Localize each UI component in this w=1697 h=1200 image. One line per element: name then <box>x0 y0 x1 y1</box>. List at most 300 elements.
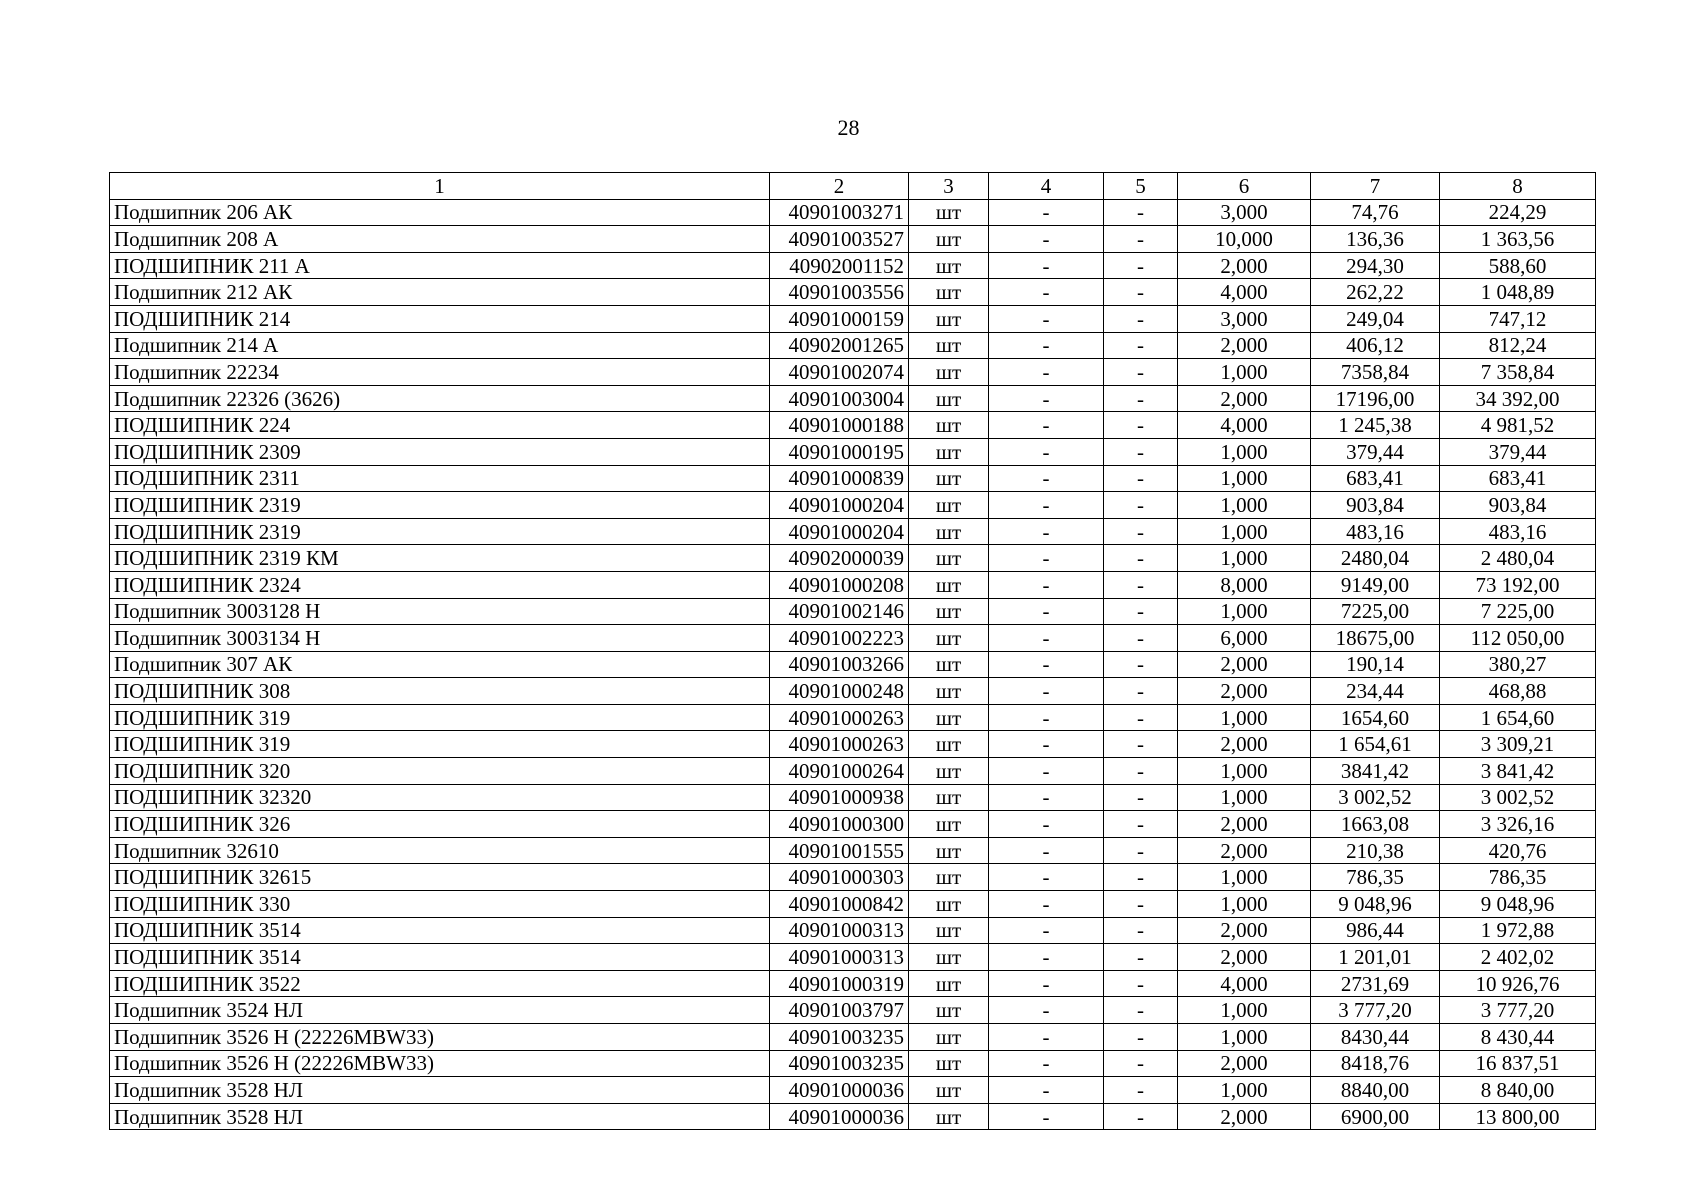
price-cell: 2480,04 <box>1311 545 1440 572</box>
price-cell: 249,04 <box>1311 305 1440 332</box>
col-4-value-cell: - <box>989 492 1104 519</box>
item-code-cell: 40901003556 <box>770 279 909 306</box>
col-5-value-cell: - <box>1104 279 1178 306</box>
sum-cell: 747,12 <box>1440 305 1596 332</box>
item-code-cell: 40901000036 <box>770 1103 909 1130</box>
item-name-cell: Подшипник 22234 <box>110 359 770 386</box>
table-row <box>110 678 1596 705</box>
sum-cell: 3 326,16 <box>1440 811 1596 838</box>
price-cell: 262,22 <box>1311 279 1440 306</box>
item-name-cell: ПОДШИПНИК 330 <box>110 891 770 918</box>
item-code-cell: 40901001555 <box>770 837 909 864</box>
item-name-cell: ПОДШИПНИК 2309 <box>110 438 770 465</box>
unit-cell: шт <box>909 252 989 279</box>
table-row <box>110 492 1596 519</box>
item-code-cell: 40901003004 <box>770 385 909 412</box>
item-code-cell: 40901000842 <box>770 891 909 918</box>
sum-cell: 468,88 <box>1440 678 1596 705</box>
item-name-cell: ПОДШИПНИК 2324 <box>110 571 770 598</box>
item-name-cell: ПОДШИПНИК 224 <box>110 412 770 439</box>
sum-cell: 683,41 <box>1440 465 1596 492</box>
sum-cell: 483,16 <box>1440 518 1596 545</box>
col-4-value-cell: - <box>989 385 1104 412</box>
item-code-cell: 40901000313 <box>770 917 909 944</box>
item-code-cell: 40901000263 <box>770 731 909 758</box>
col-5-value-cell: - <box>1104 917 1178 944</box>
unit-cell: шт <box>909 199 989 226</box>
col-5-value-cell: - <box>1104 811 1178 838</box>
quantity-cell: 2,000 <box>1178 917 1311 944</box>
quantity-cell: 1,000 <box>1178 545 1311 572</box>
quantity-cell: 1,000 <box>1178 997 1311 1024</box>
quantity-cell: 3,000 <box>1178 305 1311 332</box>
sum-cell: 3 841,42 <box>1440 758 1596 785</box>
unit-cell: шт <box>909 758 989 785</box>
item-name-cell: ПОДШИПНИК 2319 <box>110 518 770 545</box>
table-row <box>110 226 1596 253</box>
col-4-value-cell: - <box>989 545 1104 572</box>
unit-cell: шт <box>909 412 989 439</box>
sum-cell: 2 402,02 <box>1440 944 1596 971</box>
col-4-value-cell: - <box>989 784 1104 811</box>
quantity-cell: 2,000 <box>1178 837 1311 864</box>
col-4-value-cell: - <box>989 199 1104 226</box>
sum-cell: 1 048,89 <box>1440 279 1596 306</box>
table-row <box>110 731 1596 758</box>
unit-cell: шт <box>909 704 989 731</box>
item-name-cell: Подшипник 206 АК <box>110 199 770 226</box>
table-row <box>110 518 1596 545</box>
col-5-value-cell: - <box>1104 332 1178 359</box>
item-code-cell: 40901002146 <box>770 598 909 625</box>
col-5-value-cell: - <box>1104 1050 1178 1077</box>
col-5-value-cell: - <box>1104 492 1178 519</box>
col-5-value-cell: - <box>1104 1077 1178 1104</box>
unit-cell: шт <box>909 731 989 758</box>
price-cell: 8430,44 <box>1311 1024 1440 1051</box>
item-name-cell: ПОДШИПНИК 32615 <box>110 864 770 891</box>
unit-cell: шт <box>909 864 989 891</box>
quantity-cell: 1,000 <box>1178 758 1311 785</box>
price-cell: 986,44 <box>1311 917 1440 944</box>
quantity-cell: 3,000 <box>1178 199 1311 226</box>
table-row <box>110 385 1596 412</box>
unit-cell: шт <box>909 997 989 1024</box>
col-4-value-cell: - <box>989 944 1104 971</box>
col-5-value-cell: - <box>1104 385 1178 412</box>
item-name-cell: ПОДШИПНИК 319 <box>110 731 770 758</box>
table-row <box>110 412 1596 439</box>
inventory-table <box>109 172 1596 1130</box>
sum-cell: 1 972,88 <box>1440 917 1596 944</box>
col-5-value-cell: - <box>1104 970 1178 997</box>
quantity-cell: 1,000 <box>1178 1024 1311 1051</box>
sum-cell: 3 002,52 <box>1440 784 1596 811</box>
sum-cell: 112 050,00 <box>1440 625 1596 652</box>
sum-cell: 420,76 <box>1440 837 1596 864</box>
quantity-cell: 8,000 <box>1178 571 1311 598</box>
item-code-cell: 40901000839 <box>770 465 909 492</box>
quantity-cell: 1,000 <box>1178 891 1311 918</box>
col-5-value-cell: - <box>1104 891 1178 918</box>
column-header-4: 4 <box>989 173 1104 200</box>
col-5-value-cell: - <box>1104 944 1178 971</box>
unit-cell: шт <box>909 279 989 306</box>
item-name-cell: Подшипник 3524 НЛ <box>110 997 770 1024</box>
col-5-value-cell: - <box>1104 731 1178 758</box>
col-4-value-cell: - <box>989 704 1104 731</box>
price-cell: 8418,76 <box>1311 1050 1440 1077</box>
col-4-value-cell: - <box>989 412 1104 439</box>
table-row <box>110 811 1596 838</box>
quantity-cell: 1,000 <box>1178 1077 1311 1104</box>
price-cell: 136,36 <box>1311 226 1440 253</box>
unit-cell: шт <box>909 465 989 492</box>
col-5-value-cell: - <box>1104 864 1178 891</box>
col-4-value-cell: - <box>989 917 1104 944</box>
col-4-value-cell: - <box>989 1050 1104 1077</box>
item-name-cell: Подшипник 32610 <box>110 837 770 864</box>
quantity-cell: 10,000 <box>1178 226 1311 253</box>
sum-cell: 16 837,51 <box>1440 1050 1596 1077</box>
item-name-cell: Подшипник 22326 (3626) <box>110 385 770 412</box>
table-row <box>110 625 1596 652</box>
unit-cell: шт <box>909 970 989 997</box>
item-name-cell: ПОДШИПНИК 3514 <box>110 944 770 971</box>
col-5-value-cell: - <box>1104 412 1178 439</box>
unit-cell: шт <box>909 917 989 944</box>
item-code-cell: 40901000303 <box>770 864 909 891</box>
sum-cell: 34 392,00 <box>1440 385 1596 412</box>
unit-cell: шт <box>909 784 989 811</box>
table-row <box>110 1050 1596 1077</box>
item-code-cell: 40901000036 <box>770 1077 909 1104</box>
col-4-value-cell: - <box>989 678 1104 705</box>
unit-cell: шт <box>909 598 989 625</box>
item-code-cell: 40901003235 <box>770 1050 909 1077</box>
col-5-value-cell: - <box>1104 226 1178 253</box>
col-5-value-cell: - <box>1104 359 1178 386</box>
quantity-cell: 1,000 <box>1178 359 1311 386</box>
quantity-cell: 4,000 <box>1178 412 1311 439</box>
item-name-cell: Подшипник 3526 Н (22226MBW33) <box>110 1024 770 1051</box>
price-cell: 8840,00 <box>1311 1077 1440 1104</box>
col-4-value-cell: - <box>989 837 1104 864</box>
unit-cell: шт <box>909 226 989 253</box>
table-row <box>110 1024 1596 1051</box>
price-cell: 7225,00 <box>1311 598 1440 625</box>
item-code-cell: 40901000208 <box>770 571 909 598</box>
unit-cell: шт <box>909 1024 989 1051</box>
quantity-cell: 1,000 <box>1178 784 1311 811</box>
price-cell: 18675,00 <box>1311 625 1440 652</box>
item-code-cell: 40901003797 <box>770 997 909 1024</box>
sum-cell: 8 840,00 <box>1440 1077 1596 1104</box>
item-code-cell: 40901000204 <box>770 518 909 545</box>
column-header-7: 7 <box>1311 173 1440 200</box>
price-cell: 379,44 <box>1311 438 1440 465</box>
item-code-cell: 40902000039 <box>770 545 909 572</box>
unit-cell: шт <box>909 518 989 545</box>
quantity-cell: 1,000 <box>1178 518 1311 545</box>
price-cell: 683,41 <box>1311 465 1440 492</box>
item-name-cell: ПОДШИПНИК 32320 <box>110 784 770 811</box>
page-number: 28 <box>837 115 860 140</box>
unit-cell: шт <box>909 1077 989 1104</box>
col-4-value-cell: - <box>989 997 1104 1024</box>
item-code-cell: 40901000263 <box>770 704 909 731</box>
item-name-cell: ПОДШИПНИК 319 <box>110 704 770 731</box>
price-cell: 6900,00 <box>1311 1103 1440 1130</box>
price-cell: 9 048,96 <box>1311 891 1440 918</box>
price-cell: 190,14 <box>1311 651 1440 678</box>
sum-cell: 3 309,21 <box>1440 731 1596 758</box>
quantity-cell: 6,000 <box>1178 625 1311 652</box>
table-row <box>110 1103 1596 1130</box>
unit-cell: шт <box>909 811 989 838</box>
table-row <box>110 571 1596 598</box>
item-code-cell: 40901002074 <box>770 359 909 386</box>
quantity-cell: 2,000 <box>1178 385 1311 412</box>
quantity-cell: 2,000 <box>1178 678 1311 705</box>
quantity-cell: 1,000 <box>1178 704 1311 731</box>
price-cell: 3841,42 <box>1311 758 1440 785</box>
item-name-cell: ПОДШИПНИК 214 <box>110 305 770 332</box>
price-cell: 1 245,38 <box>1311 412 1440 439</box>
col-5-value-cell: - <box>1104 545 1178 572</box>
table-row <box>110 279 1596 306</box>
table-row <box>110 252 1596 279</box>
price-cell: 1654,60 <box>1311 704 1440 731</box>
col-5-value-cell: - <box>1104 571 1178 598</box>
col-5-value-cell: - <box>1104 837 1178 864</box>
item-name-cell: Подшипник 212 АК <box>110 279 770 306</box>
table-row <box>110 1077 1596 1104</box>
sum-cell: 588,60 <box>1440 252 1596 279</box>
price-cell: 483,16 <box>1311 518 1440 545</box>
item-name-cell: ПОДШИПНИК 3514 <box>110 917 770 944</box>
price-cell: 9149,00 <box>1311 571 1440 598</box>
quantity-cell: 2,000 <box>1178 811 1311 838</box>
table-row <box>110 864 1596 891</box>
table-row <box>110 758 1596 785</box>
unit-cell: шт <box>909 545 989 572</box>
item-code-cell: 40902001265 <box>770 332 909 359</box>
price-cell: 294,30 <box>1311 252 1440 279</box>
price-cell: 786,35 <box>1311 864 1440 891</box>
quantity-cell: 2,000 <box>1178 651 1311 678</box>
column-header-3: 3 <box>909 173 989 200</box>
column-header-2: 2 <box>770 173 909 200</box>
item-code-cell: 40901000248 <box>770 678 909 705</box>
item-name-cell: ПОДШИПНИК 3522 <box>110 970 770 997</box>
table-row <box>110 970 1596 997</box>
col-4-value-cell: - <box>989 1024 1104 1051</box>
price-cell: 210,38 <box>1311 837 1440 864</box>
item-name-cell: ПОДШИПНИК 2319 КМ <box>110 545 770 572</box>
sum-cell: 13 800,00 <box>1440 1103 1596 1130</box>
item-code-cell: 40901000159 <box>770 305 909 332</box>
sum-cell: 1 363,56 <box>1440 226 1596 253</box>
col-5-value-cell: - <box>1104 625 1178 652</box>
sum-cell: 903,84 <box>1440 492 1596 519</box>
sum-cell: 9 048,96 <box>1440 891 1596 918</box>
col-4-value-cell: - <box>989 1077 1104 1104</box>
price-cell: 74,76 <box>1311 199 1440 226</box>
col-5-value-cell: - <box>1104 465 1178 492</box>
table-row <box>110 598 1596 625</box>
unit-cell: шт <box>909 837 989 864</box>
quantity-cell: 1,000 <box>1178 864 1311 891</box>
table-row <box>110 359 1596 386</box>
col-5-value-cell: - <box>1104 1103 1178 1130</box>
col-5-value-cell: - <box>1104 704 1178 731</box>
quantity-cell: 1,000 <box>1178 598 1311 625</box>
col-5-value-cell: - <box>1104 518 1178 545</box>
unit-cell: шт <box>909 678 989 705</box>
item-name-cell: Подшипник 3003134 Н <box>110 625 770 652</box>
col-4-value-cell: - <box>989 305 1104 332</box>
col-5-value-cell: - <box>1104 438 1178 465</box>
quantity-cell: 4,000 <box>1178 279 1311 306</box>
col-4-value-cell: - <box>989 226 1104 253</box>
col-5-value-cell: - <box>1104 305 1178 332</box>
col-4-value-cell: - <box>989 252 1104 279</box>
table-row <box>110 438 1596 465</box>
col-5-value-cell: - <box>1104 598 1178 625</box>
table-row <box>110 917 1596 944</box>
unit-cell: шт <box>909 438 989 465</box>
item-name-cell: ПОДШИПНИК 2319 <box>110 492 770 519</box>
price-cell: 234,44 <box>1311 678 1440 705</box>
item-code-cell: 40901003266 <box>770 651 909 678</box>
item-code-cell: 40901003527 <box>770 226 909 253</box>
item-name-cell: Подшипник 3528 НЛ <box>110 1077 770 1104</box>
unit-cell: шт <box>909 385 989 412</box>
item-code-cell: 40901002223 <box>770 625 909 652</box>
price-cell: 1663,08 <box>1311 811 1440 838</box>
column-header-6: 6 <box>1178 173 1311 200</box>
col-4-value-cell: - <box>989 864 1104 891</box>
col-4-value-cell: - <box>989 465 1104 492</box>
col-4-value-cell: - <box>989 1103 1104 1130</box>
col-4-value-cell: - <box>989 731 1104 758</box>
col-5-value-cell: - <box>1104 1024 1178 1051</box>
col-5-value-cell: - <box>1104 651 1178 678</box>
quantity-cell: 1,000 <box>1178 438 1311 465</box>
col-5-value-cell: - <box>1104 758 1178 785</box>
item-code-cell: 40902001152 <box>770 252 909 279</box>
item-code-cell: 40901000195 <box>770 438 909 465</box>
sum-cell: 4 981,52 <box>1440 412 1596 439</box>
item-name-cell: Подшипник 3526 Н (22226MBW33) <box>110 1050 770 1077</box>
unit-cell: шт <box>909 625 989 652</box>
price-cell: 3 002,52 <box>1311 784 1440 811</box>
sum-cell: 2 480,04 <box>1440 545 1596 572</box>
price-cell: 17196,00 <box>1311 385 1440 412</box>
col-4-value-cell: - <box>989 811 1104 838</box>
item-code-cell: 40901000300 <box>770 811 909 838</box>
table-row <box>110 997 1596 1024</box>
table-row <box>110 465 1596 492</box>
price-cell: 406,12 <box>1311 332 1440 359</box>
price-cell: 2731,69 <box>1311 970 1440 997</box>
sum-cell: 7 358,84 <box>1440 359 1596 386</box>
col-5-value-cell: - <box>1104 678 1178 705</box>
col-4-value-cell: - <box>989 518 1104 545</box>
column-header-8: 8 <box>1440 173 1596 200</box>
table-row <box>110 837 1596 864</box>
col-4-value-cell: - <box>989 571 1104 598</box>
quantity-cell: 2,000 <box>1178 731 1311 758</box>
item-name-cell: ПОДШИПНИК 326 <box>110 811 770 838</box>
unit-cell: шт <box>909 359 989 386</box>
item-name-cell: Подшипник 214 А <box>110 332 770 359</box>
quantity-cell: 2,000 <box>1178 1103 1311 1130</box>
item-name-cell: Подшипник 3528 НЛ <box>110 1103 770 1130</box>
price-cell: 903,84 <box>1311 492 1440 519</box>
unit-cell: шт <box>909 1050 989 1077</box>
item-name-cell: ПОДШИПНИК 2311 <box>110 465 770 492</box>
table-row <box>110 891 1596 918</box>
unit-cell: шт <box>909 492 989 519</box>
price-cell: 7358,84 <box>1311 359 1440 386</box>
quantity-cell: 2,000 <box>1178 252 1311 279</box>
table-row <box>110 332 1596 359</box>
quantity-cell: 2,000 <box>1178 332 1311 359</box>
col-4-value-cell: - <box>989 598 1104 625</box>
table-row <box>110 944 1596 971</box>
col-4-value-cell: - <box>989 359 1104 386</box>
unit-cell: шт <box>909 651 989 678</box>
quantity-cell: 2,000 <box>1178 1050 1311 1077</box>
col-4-value-cell: - <box>989 970 1104 997</box>
item-name-cell: Подшипник 3003128 Н <box>110 598 770 625</box>
sum-cell: 1 654,60 <box>1440 704 1596 731</box>
sum-cell: 7 225,00 <box>1440 598 1596 625</box>
unit-cell: шт <box>909 891 989 918</box>
item-code-cell: 40901000938 <box>770 784 909 811</box>
header-row <box>110 173 1596 200</box>
column-header-1: 1 <box>110 173 770 200</box>
sum-cell: 224,29 <box>1440 199 1596 226</box>
unit-cell: шт <box>909 571 989 598</box>
item-name-cell: ПОДШИПНИК 320 <box>110 758 770 785</box>
quantity-cell: 1,000 <box>1178 465 1311 492</box>
price-cell: 3 777,20 <box>1311 997 1440 1024</box>
column-header-5: 5 <box>1104 173 1178 200</box>
col-5-value-cell: - <box>1104 997 1178 1024</box>
unit-cell: шт <box>909 305 989 332</box>
col-4-value-cell: - <box>989 438 1104 465</box>
col-5-value-cell: - <box>1104 252 1178 279</box>
item-code-cell: 40901003271 <box>770 199 909 226</box>
table-row <box>110 704 1596 731</box>
sum-cell: 73 192,00 <box>1440 571 1596 598</box>
unit-cell: шт <box>909 1103 989 1130</box>
col-4-value-cell: - <box>989 891 1104 918</box>
sum-cell: 379,44 <box>1440 438 1596 465</box>
item-code-cell: 40901000313 <box>770 944 909 971</box>
item-code-cell: 40901000188 <box>770 412 909 439</box>
unit-cell: шт <box>909 332 989 359</box>
sum-cell: 812,24 <box>1440 332 1596 359</box>
item-code-cell: 40901003235 <box>770 1024 909 1051</box>
col-4-value-cell: - <box>989 625 1104 652</box>
table-row <box>110 784 1596 811</box>
table-row <box>110 545 1596 572</box>
quantity-cell: 4,000 <box>1178 970 1311 997</box>
